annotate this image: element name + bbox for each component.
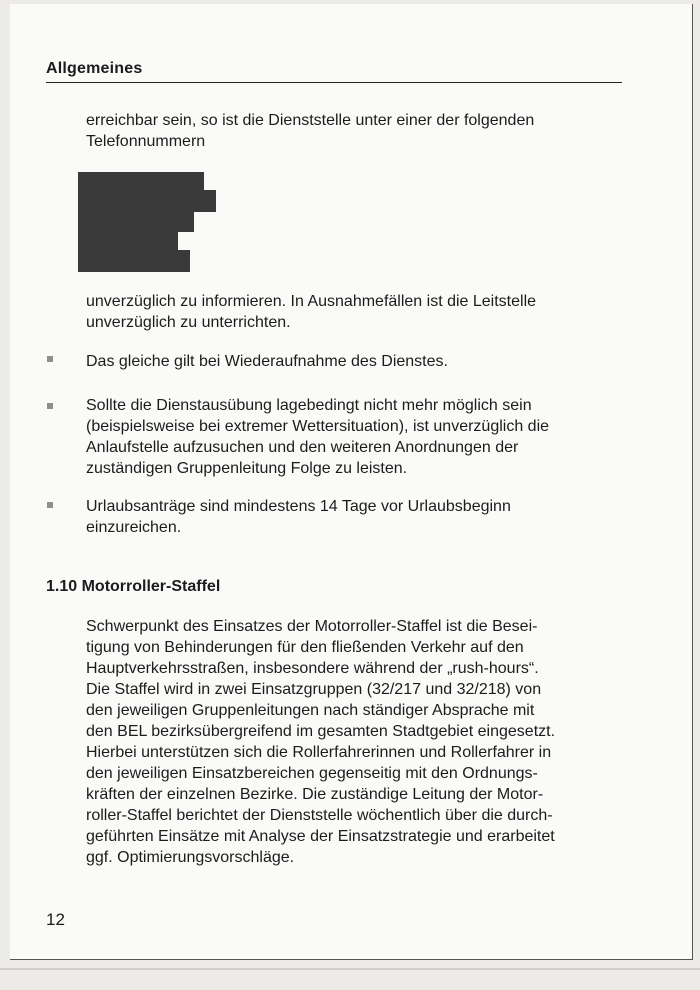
section-heading: 1.10 Motorroller-Staffel bbox=[46, 578, 221, 595]
section-paragraph bbox=[86, 616, 616, 868]
text-line: einzureichen. bbox=[86, 519, 182, 536]
text-line: zuständigen Gruppenleitung Folge zu leisten. bbox=[86, 460, 408, 477]
running-header: Allgemeines bbox=[46, 60, 143, 77]
header-rule bbox=[46, 82, 622, 83]
text-line: Anlaufstelle aufzusuchen und den weiteren Anordnungen der bbox=[86, 439, 519, 456]
text-line: ggf. Optimierungsvorschläge. bbox=[86, 849, 295, 866]
text-line: Hierbei unterstützen sich die Rollerfahrerinnen und Rollerfahrer in bbox=[86, 744, 552, 761]
text-line: tigung von Behinderungen für den fließenden Verkehr auf den bbox=[86, 639, 524, 656]
bullet-square-icon bbox=[47, 356, 53, 362]
text-line: Telefonnummern bbox=[86, 133, 206, 150]
after-paragraph bbox=[86, 291, 616, 333]
text-line: kräften der einzelnen Bezirke. Die zuständige Leitung der Motor- bbox=[86, 786, 544, 803]
text-line: Urlaubsanträge sind mindestens 14 Tage vor Urlaubsbeginn bbox=[86, 498, 511, 515]
text-line: unverzüglich zu informieren. In Ausnahmefällen ist die Leitstelle bbox=[86, 293, 537, 310]
text-line: Schwerpunkt des Einsatzes der Motorroller-Staffel ist die Besei- bbox=[86, 618, 538, 635]
bullet-square-icon bbox=[47, 502, 53, 508]
bullet-item bbox=[86, 351, 616, 372]
text-line: unverzüglich zu unterrichten. bbox=[86, 314, 291, 331]
bullet-item bbox=[86, 496, 616, 538]
text-line: den jeweiligen Einsatzbereichen gegenseitig mit den Ordnungs- bbox=[86, 765, 538, 782]
text-line: roller-Staffel berichtet der Dienststelle wöchentlich über die durch- bbox=[86, 807, 553, 824]
text-line: den BEL bezirksübergreifend im gesamten Stadtgebiet eingesetzt. bbox=[86, 723, 556, 740]
page-number: 12 bbox=[46, 910, 65, 929]
intro-paragraph bbox=[86, 110, 616, 152]
redaction-bar bbox=[78, 190, 216, 212]
text-line: Sollte die Dienstausübung lagebedingt nicht mehr möglich sein bbox=[86, 397, 532, 414]
bullet-square-icon bbox=[47, 403, 53, 409]
text-line: den jeweiligen Gruppenleitungen nach ständiger Absprache mit bbox=[86, 702, 535, 719]
redaction-bar bbox=[78, 210, 194, 232]
document-page bbox=[10, 4, 693, 960]
text-line: geführten Einsätze mit Analyse der Einsatzstrategie und erarbeitet bbox=[86, 828, 555, 845]
redaction-bar bbox=[78, 230, 178, 252]
text-line: (beispielsweise bei extremer Wettersituation), ist unverzüglich die bbox=[86, 418, 550, 435]
text-line: Die Staffel wird in zwei Einsatzgruppen (32/217 und 32/218) von bbox=[86, 681, 542, 698]
redaction-bar bbox=[78, 250, 190, 272]
scan-edge-line bbox=[0, 968, 700, 970]
text-line: Das gleiche gilt bei Wiederaufnahme des Dienstes. bbox=[86, 353, 448, 370]
bullet-item bbox=[86, 395, 616, 479]
text-line: erreichbar sein, so ist die Dienststelle unter einer der folgenden bbox=[86, 112, 535, 129]
text-line: Hauptverkehrsstraßen, insbesondere während der „rush-hours“. bbox=[86, 660, 539, 677]
